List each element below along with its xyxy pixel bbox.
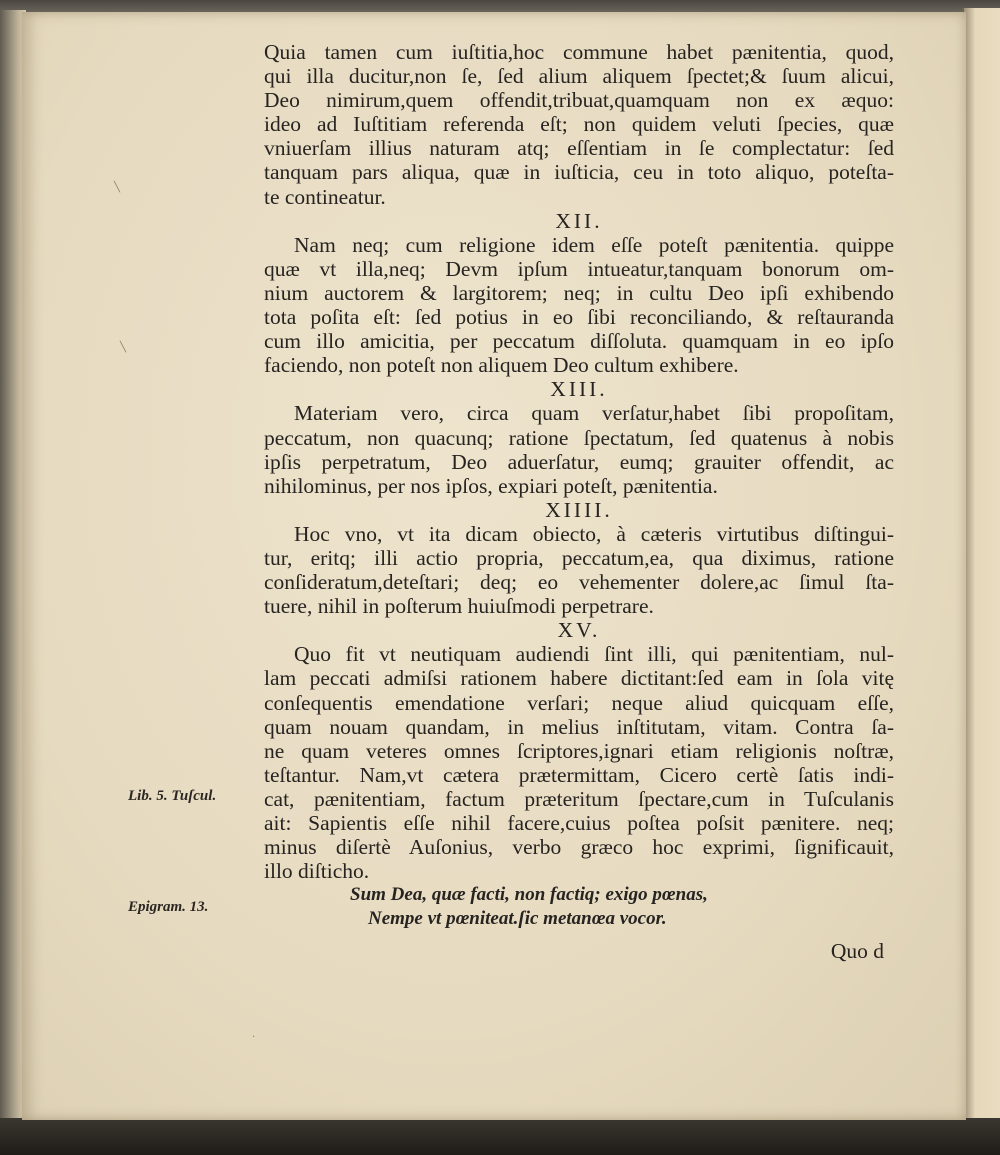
margin-note-tusculan: Lib. 5. Tuſcul.: [128, 788, 217, 804]
text-line: faciendo, non poteſt non aliquem Deo cultum exhibere.: [264, 353, 739, 378]
text-line: tur, eritq; illi actio propria, peccatum,ea, qua diximus, ratione: [264, 545, 894, 570]
book-page: [22, 12, 966, 1120]
text-line: peccatum, non quacunq; ratione ſpectatum, ſed quatenus à nobis: [264, 425, 894, 450]
text-line: cat, pænitentiam, factum præteritum ſpectare,cum in Tuſculanis: [264, 786, 894, 811]
text-line: Quia tamen cum iuſtitia,hoc commune habet pænitentia, quod,: [264, 40, 894, 64]
text-line: ne quam veteres omnes ſcriptores,ignari etiam religionis noſtræ,: [264, 738, 894, 763]
text-line: tota poſita eſt: ſed potius in eo ſibi reconciliando, & reſtauranda: [264, 305, 894, 330]
text-line: Quo fit vt neutiquam audiendi ſint illi, qui pænitentiam, nul-: [294, 642, 894, 667]
text-line: ideo ad Iuſtitiam referenda eſt; non quidem veluti ſpecies, quæ: [264, 112, 894, 137]
text-line: tanquam pars aliqua, quæ in iuſticia, ceu in toto aliquo, poteſta-: [264, 160, 894, 185]
text-line: cum illo amicitia, per peccatum diſſoluta. quamquam in eo ipſo: [264, 329, 894, 354]
main-text-block: [264, 40, 894, 964]
text-line: Nam neq; cum religione idem eſſe poteſt pænitentia. quippe: [294, 232, 894, 257]
text-line: Hoc vno, vt ita dicam obiecto, à cæteris virtutibus diſtingui-: [294, 521, 894, 546]
text-line: nihilominus, per nos ipſos, expiari poteſt, pænitentia.: [264, 473, 718, 498]
verse-line: Nempe vt pœniteat.ſic metanœa vocor.: [368, 908, 667, 930]
text-line: nium auctorem & largitorem; neq; in cultu Deo ipſi exhibendo: [264, 280, 894, 305]
text-line: quam nouam quandam, in melius inſtitutam, vitam. Contra ſa-: [264, 714, 894, 739]
text-line: Deo nimirum,quem offendit,tribuat,quamquam non ex æquo:: [264, 88, 894, 113]
section-heading: XIIII.: [545, 497, 613, 522]
text-line: illo diſticho.: [264, 859, 370, 884]
page-speck: ╲: [114, 182, 121, 193]
text-line: ait: Sapientis eſſe nihil facere,cuius poſtea poſsit pænitere. neq;: [264, 811, 894, 835]
text-line: Materiam vero, circa quam verſatur,habet ſibi propoſitam,: [294, 401, 894, 426]
text-line: ipſis perpetratum, Deo aduerſatur, eumq; grauiter offendit, ac: [264, 449, 894, 474]
text-line: lam peccati admiſsi rationem habere dictitant:ſed eam in ſola vitę: [264, 666, 894, 691]
book-bottom-edge: [0, 1118, 1000, 1155]
page-speck: ·: [252, 1032, 256, 1043]
text-line: vniuerſam illius naturam atq; eſſentiam in ſe complectatur: ſed: [264, 136, 894, 161]
verse-line: Sum Dea, quæ facti, non factiq; exigo pœnas,: [350, 884, 708, 906]
text-line: conſequentis emendatione verſari; neque aliud quicquam eſſe,: [264, 690, 894, 715]
adjacent-page-edge: [962, 8, 1000, 1120]
text-line: te contineatur.: [264, 184, 386, 209]
text-line: minus diſertè Auſonius, verbo græco hoc exprimi, ſignificauit,: [264, 835, 894, 860]
margin-note-epigram: Epigram. 13.: [128, 899, 209, 915]
section-heading: XV.: [557, 618, 601, 643]
page-speck: ╲: [120, 342, 127, 353]
text-line: teſtantur. Nam,vt cætera prætermittam, Cicero certè ſatis indi-: [264, 762, 894, 787]
section-heading: XII.: [555, 208, 603, 233]
text-line: conſideratum,deteſtari; deq; eo vehementer dolere,ac ſimul ſta-: [264, 570, 894, 595]
section-heading: XIII.: [550, 377, 608, 402]
text-line: qui illa ducitur,non ſe, ſed alium aliquem ſpectet;& ſuum alicui,: [264, 64, 894, 89]
text-line: tuere, nihil in poſterum huiuſmodi perpetrare.: [264, 594, 654, 619]
catchword: Quo d: [830, 939, 884, 964]
text-line: quæ vt illa,neq; Devm ipſum intueatur,tanquam bonorum om-: [264, 256, 894, 281]
